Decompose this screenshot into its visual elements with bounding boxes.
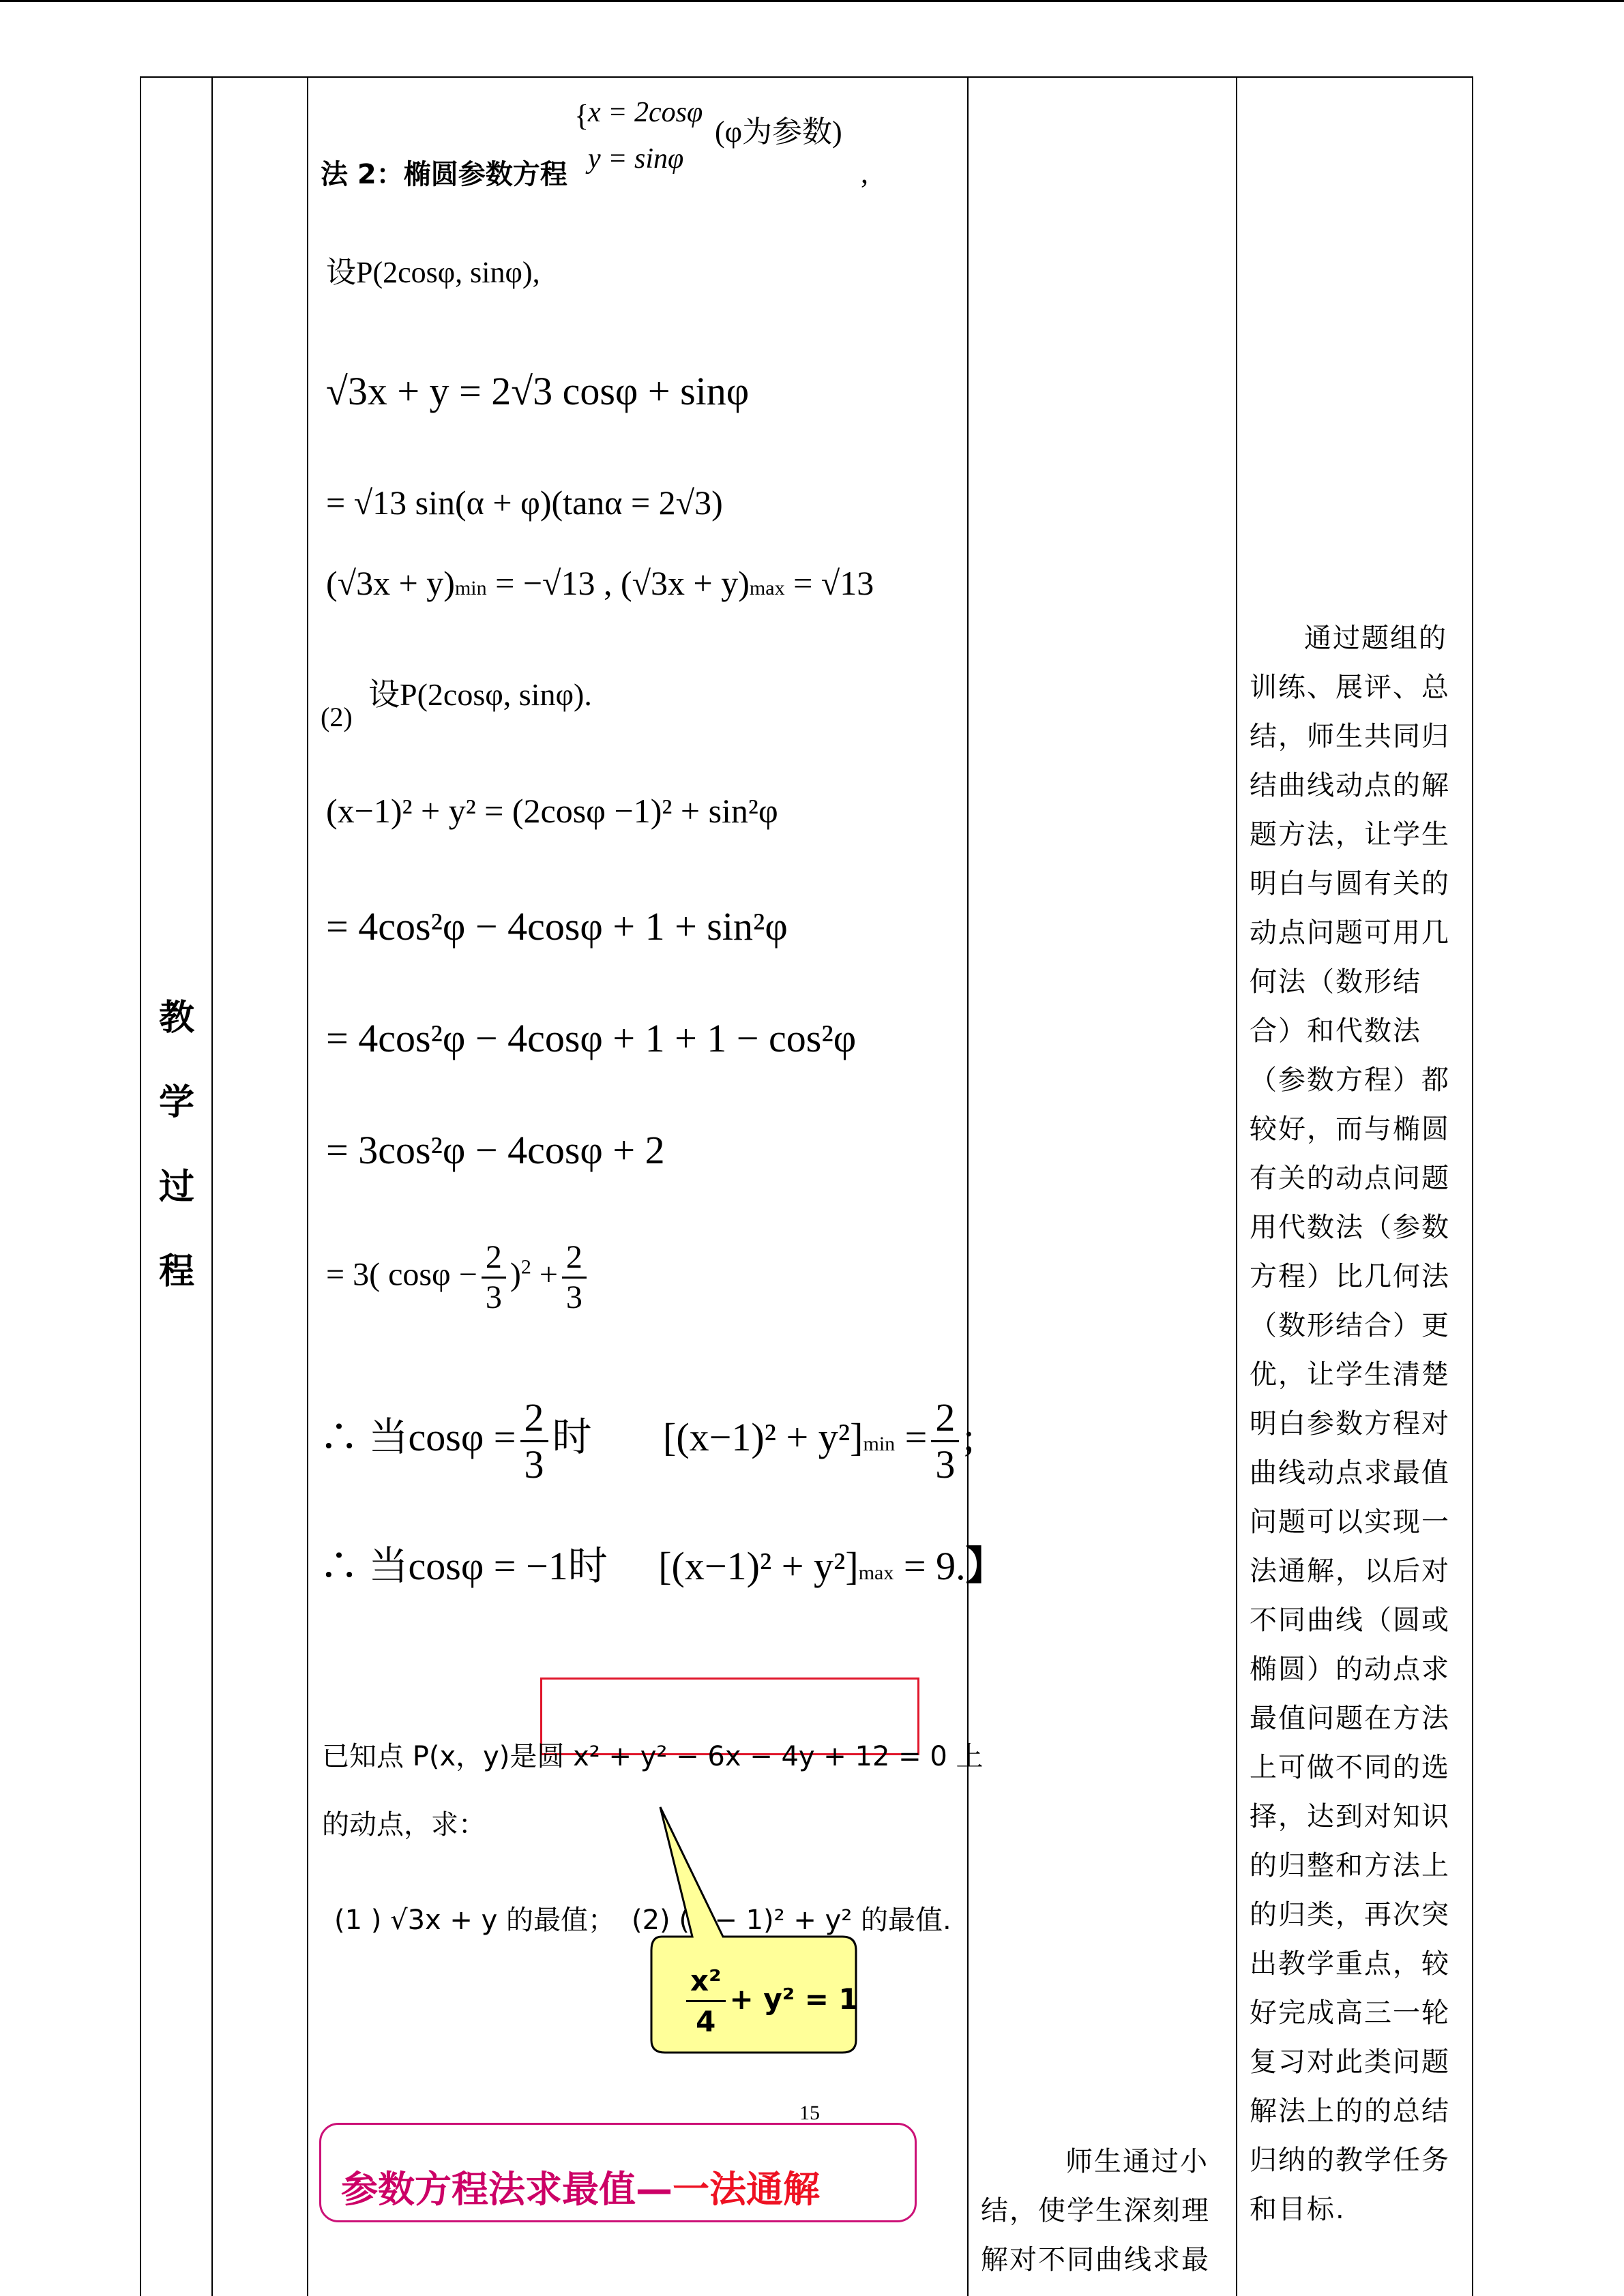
- system-line-2: y = sinφ: [588, 143, 684, 175]
- table-col-line: [140, 76, 141, 2296]
- problem-line-2: 的动点，求：: [322, 1809, 486, 1840]
- equation-4: = 4cos²φ − 4cosφ + 1 + sin²φ: [326, 904, 788, 949]
- system-line-1: x = 2cosφ: [588, 97, 703, 128]
- page-number: 15: [799, 2102, 820, 2124]
- part-2-label: (2): [321, 702, 353, 732]
- fraction: $\frac{2}{3}$: [562, 1241, 587, 1314]
- table-col-line: [1236, 76, 1237, 2296]
- question-1: (1 ) √3x + y 的最值；: [334, 1905, 616, 1936]
- equation-6: = 3cos²φ − 4cosφ + 2: [326, 1128, 665, 1172]
- problem-line-1: 已知点 P(x，y)是圆 x² + y² − 6x − 4y + 12 = 0 上: [322, 1741, 984, 1772]
- method-heading: 法 2：椭圆参数方程: [321, 159, 567, 190]
- summary-banner-text: 参数方程法求最值—一法通解: [341, 2168, 820, 2211]
- callout-text: $\frac{\text{x²}}{4}$ + y² = 1: [682, 1964, 859, 2038]
- comma: ,: [861, 156, 868, 190]
- min-max-line: (√3x + y)min = −√13 , (√3x + y)max = √13: [326, 564, 874, 602]
- fraction: $\frac{\text{x²}}{4}$: [686, 1964, 726, 2038]
- min-condition-line: ∴ 当cosφ = $\frac{2}{3}$ 时 [(x−1)² + y²]min = $\frac{2}{3}$ ;: [319, 1395, 975, 1487]
- fraction: $\frac{2}{3}$: [931, 1398, 959, 1485]
- right-column-note: 通过题组的训练、展评、总结，师生共同归结曲线动点的解题方法，让学生明白与圆有关的动点问题可用几何法（数形结合）和代数法（参数方程）都较好，而与椭圆有关的动点问题用代数法（参数方程）比几何法（数形结合）更优，让学生清楚明白参数方程对曲线动点求最值问题可以实现一法通解，以后对不同曲线（圆或椭圆）的动点求最值问题在方法上可做不同的选择，达到对知识的归整和方法上的归类，再次突出教学重点，较好完成高三一轮复习对此类问题解法上的的总结归纳的教学任务和目标.: [1250, 623, 1450, 2225]
- equation-1: √3x + y = 2√3 cosφ + sinφ: [326, 369, 750, 413]
- table-col-line: [307, 76, 308, 2296]
- table-col-line: [1472, 76, 1473, 2296]
- param-note: (φ为参数): [715, 115, 842, 149]
- set-p-line-2: 设P(2cosφ, sinφ).: [368, 677, 592, 712]
- fraction: $\frac{2}{3}$: [520, 1398, 548, 1485]
- max-condition-line: ∴ 当cosφ = −1时 [(x−1)² + y²]max = 9.】: [319, 1544, 1005, 1588]
- equation-2: = √13 sin(α + φ)(tanα = 2√3): [326, 483, 723, 522]
- top-border: [0, 0, 1624, 2]
- equation-7: = 3( cosφ − $\frac{2}{3}$ )$^2$ + $\frac{2}{3}$: [326, 1241, 591, 1314]
- section-label: 教 学 过 程: [158, 998, 194, 1292]
- fraction: $\frac{2}{3}$: [482, 1241, 506, 1314]
- middle-column-note: 师生通过小结，使学生深刻理解对不同曲线求最: [981, 2146, 1210, 2276]
- system-brace: {: [574, 99, 589, 132]
- table-col-line: [211, 76, 213, 2296]
- set-p-line: 设P(2cosφ, sinφ),: [326, 256, 540, 289]
- question-2: (2) (x − 1)² + y² 的最值.: [632, 1905, 951, 1936]
- table-top-border: [140, 76, 1473, 78]
- table-col-line: [967, 76, 969, 2296]
- equation-3: (x−1)² + y² = (2cosφ −1)² + sin²φ: [326, 792, 778, 830]
- equation-5: = 4cos²φ − 4cosφ + 1 + 1 − cos²φ: [326, 1016, 857, 1060]
